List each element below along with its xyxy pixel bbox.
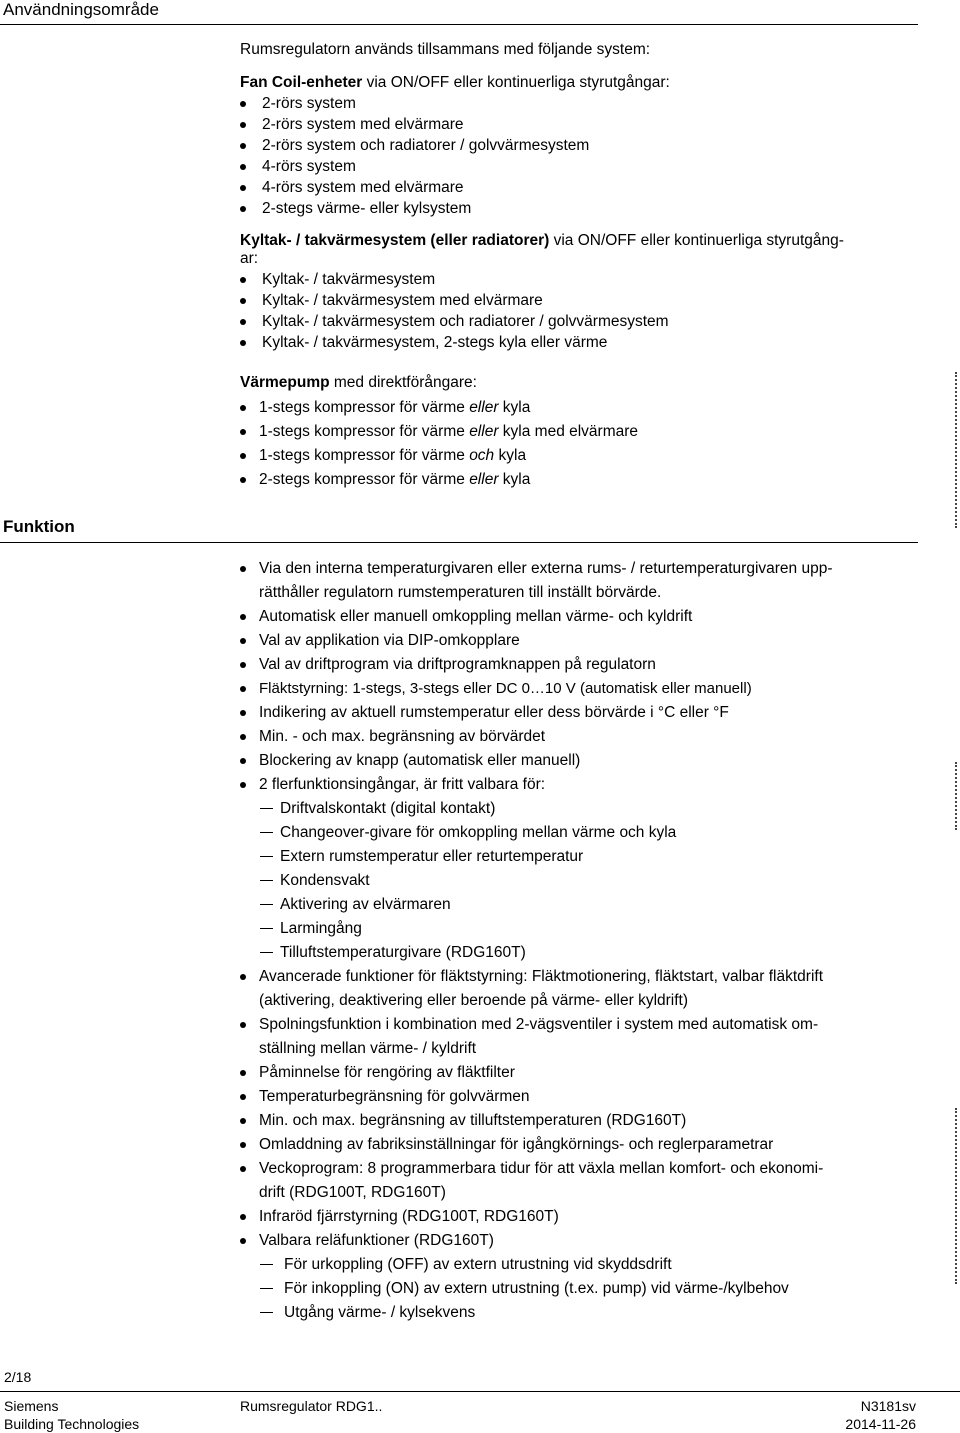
list-item: Min. och max. begränsning av tilluftstemperaturen (RDG160T) xyxy=(259,1112,687,1129)
sub-item: Kondensvakt xyxy=(280,872,370,889)
list-item: Kyltak- / takvärmesystem xyxy=(262,271,436,288)
fancoil-heading xyxy=(240,72,670,93)
footer-document-number: N3181sv xyxy=(860,1398,916,1414)
kyltak-rest: via ON/OFF eller kontinuerliga styrutgång- xyxy=(549,232,844,249)
list-item xyxy=(259,397,530,418)
bullet-icon xyxy=(240,319,246,325)
bullet-icon xyxy=(240,143,246,149)
fancoil-rest: via ON/OFF eller kontinuerliga styrutgångar: xyxy=(362,74,670,91)
bullet-icon xyxy=(240,1118,246,1124)
bullet-icon xyxy=(240,758,246,764)
list-item: Kyltak- / takvärmesystem, 2-stegs kyla eller värme xyxy=(262,334,608,351)
bullet-icon xyxy=(240,1070,246,1076)
item-text: 2-stegs kompressor för värme xyxy=(259,471,470,488)
margin-marker xyxy=(955,372,957,528)
list-item: Temperaturbegränsning för golvvärmen xyxy=(259,1088,530,1105)
varmepump-heading xyxy=(240,372,477,393)
bullet-icon xyxy=(240,122,246,128)
kyltak-bold: Kyltak- / takvärmesystem (eller radiatorer) xyxy=(240,232,550,249)
item-italic: eller xyxy=(469,471,499,488)
dash-icon xyxy=(260,808,273,809)
list-item xyxy=(259,469,530,490)
section-heading-funktion: Funktion xyxy=(3,517,75,536)
kyltak-heading-cont: ar: xyxy=(240,250,259,267)
list-item: Val av applikation via DIP-omkopplare xyxy=(259,632,520,649)
bullet-icon xyxy=(240,1166,246,1172)
bullet-icon xyxy=(240,734,246,740)
list-item: 2-rörs system xyxy=(262,95,356,112)
sub-item: För inkoppling (ON) av extern utrustning (t.ex. pump) vid värme-/kylbehov xyxy=(284,1280,789,1297)
bullet-icon xyxy=(240,1238,246,1244)
bullet-icon xyxy=(240,686,246,692)
dash-icon xyxy=(260,856,273,857)
list-item: 2-rörs system och radiatorer / golvvärmesystem xyxy=(262,137,590,154)
bullet-icon xyxy=(240,782,246,788)
footer-company: Siemens xyxy=(4,1398,59,1414)
list-item: Kyltak- / takvärmesystem och radiatorer / golvvärmesystem xyxy=(262,313,669,330)
heading-rule xyxy=(0,542,918,543)
sub-item: Extern rumstemperatur eller returtemperatur xyxy=(280,848,584,865)
bullet-icon xyxy=(240,974,246,980)
list-item: Infraröd fjärrstyrning (RDG100T, RDG160T) xyxy=(259,1208,559,1225)
list-item: Fläktstyrning: 1-stegs, 3-stegs eller DC 0…10 V (automatisk eller manuell) xyxy=(259,680,752,697)
dash-icon xyxy=(260,1264,273,1265)
bullet-icon xyxy=(240,566,246,572)
list-item-cont: (aktivering, deaktivering eller beroende på värme- eller kyldrift) xyxy=(259,992,689,1009)
margin-marker xyxy=(955,1108,957,1284)
sub-item: Utgång värme- / kylsekvens xyxy=(284,1304,476,1321)
page-number: 2/18 xyxy=(4,1369,32,1385)
list-item: Via den interna temperaturgivaren eller externa rums- / returtemperaturgivaren upp- xyxy=(259,560,833,577)
item-italic: eller xyxy=(469,399,499,416)
dash-icon xyxy=(260,1312,273,1313)
dash-icon xyxy=(260,832,273,833)
bullet-icon xyxy=(240,1214,246,1220)
list-item: 4-rörs system med elvärmare xyxy=(262,179,464,196)
bullet-icon xyxy=(240,405,246,411)
footer-date: 2014-11-26 xyxy=(845,1416,916,1432)
bullet-icon xyxy=(240,298,246,304)
list-item: Blockering av knapp (automatisk eller manuell) xyxy=(259,752,581,769)
bullet-icon xyxy=(240,206,246,212)
varmepump-bold: Värmepump xyxy=(240,374,330,391)
dash-icon xyxy=(260,1288,273,1289)
list-item: Kyltak- / takvärmesystem med elvärmare xyxy=(262,292,543,309)
item-text: 1-stegs kompressor för värme xyxy=(259,399,470,416)
item-text: kyla xyxy=(494,447,527,464)
list-item: Veckoprogram: 8 programmerbara tidur för att växla mellan komfort- och ekonomi- xyxy=(259,1160,824,1177)
list-item: Avancerade funktioner för fläktstyrning: Fläktmotionering, fläktstart, valbar fläktdrift xyxy=(259,968,823,985)
list-item: Min. - och max. begränsning av börvärdet xyxy=(259,728,546,745)
list-item: 4-rörs system xyxy=(262,158,356,175)
bullet-icon xyxy=(240,1094,246,1100)
bullet-icon xyxy=(240,477,246,483)
section-heading-anvandningsomrade: Användningsområde xyxy=(3,0,159,19)
kyltak-heading xyxy=(240,230,844,251)
item-text: 1-stegs kompressor för värme xyxy=(259,423,470,440)
fancoil-bold: Fan Coil-enheter xyxy=(240,74,363,91)
varmepump-rest: med direktförångare: xyxy=(329,374,477,391)
list-item: 2-stegs värme- eller kylsystem xyxy=(262,200,472,217)
list-item-cont: ställning mellan värme- / kyldrift xyxy=(259,1040,477,1057)
intro-text: Rumsregulatorn används tillsammans med följande system: xyxy=(240,41,651,58)
list-item: Indikering av aktuell rumstemperatur eller dess börvärde i °C eller °F xyxy=(259,704,729,721)
sub-item: För urkoppling (OFF) av extern utrustning vid skyddsdrift xyxy=(284,1256,672,1273)
list-item: 2 flerfunktionsingångar, är fritt valbara för: xyxy=(259,776,546,793)
bullet-icon xyxy=(240,614,246,620)
dash-icon xyxy=(260,928,273,929)
footer-rule xyxy=(0,1391,960,1392)
bullet-icon xyxy=(240,662,246,668)
dash-icon xyxy=(260,880,273,881)
bullet-icon xyxy=(240,1142,246,1148)
main-column xyxy=(240,0,930,1340)
item-text: kyla med elvärmare xyxy=(498,423,639,440)
list-item xyxy=(259,445,526,466)
sub-item: Tilluftstemperaturgivare (RDG160T) xyxy=(280,944,526,961)
list-item: 2-rörs system med elvärmare xyxy=(262,116,464,133)
list-item-cont: rätthåller regulatorn rumstemperaturen till inställt börvärde. xyxy=(259,584,662,601)
footer-product: Rumsregulator RDG1.. xyxy=(240,1398,383,1414)
bullet-icon xyxy=(240,638,246,644)
list-item xyxy=(259,421,638,442)
bullet-icon xyxy=(240,185,246,191)
bullet-icon xyxy=(240,429,246,435)
dash-icon xyxy=(260,952,273,953)
sub-item: Aktivering av elvärmaren xyxy=(280,896,451,913)
bullet-icon xyxy=(240,164,246,170)
list-item: Omladdning av fabriksinställningar för igångkörnings- och reglerparametrar xyxy=(259,1136,774,1153)
dash-icon xyxy=(260,904,273,905)
bullet-icon xyxy=(240,277,246,283)
list-item-cont: drift (RDG100T, RDG160T) xyxy=(259,1184,446,1201)
sub-item: Driftvalskontakt (digital kontakt) xyxy=(280,800,496,817)
bullet-icon xyxy=(240,340,246,346)
item-italic: och xyxy=(469,447,495,464)
item-text: kyla xyxy=(498,399,531,416)
bullet-icon xyxy=(240,453,246,459)
bullet-icon xyxy=(240,710,246,716)
list-item: Spolningsfunktion i kombination med 2-vägsventiler i system med automatisk om- xyxy=(259,1016,819,1033)
bullet-icon xyxy=(240,1022,246,1028)
item-italic: eller xyxy=(469,423,499,440)
item-text: 1-stegs kompressor för värme xyxy=(259,447,470,464)
footer-division: Building Technologies xyxy=(4,1416,140,1432)
list-item: Valbara reläfunktioner (RDG160T) xyxy=(259,1232,494,1249)
sub-item: Larmingång xyxy=(280,920,362,937)
bullet-icon xyxy=(240,101,246,107)
sub-item: Changeover-givare för omkoppling mellan värme och kyla xyxy=(280,824,677,841)
margin-marker xyxy=(955,762,957,830)
item-text: kyla xyxy=(498,471,531,488)
list-item: Automatisk eller manuell omkoppling mellan värme- och kyldrift xyxy=(259,608,693,625)
list-item: Påminnelse för rengöring av fläktfilter xyxy=(259,1064,515,1081)
list-item: Val av driftprogram via driftprogramknappen på regulatorn xyxy=(259,656,656,673)
